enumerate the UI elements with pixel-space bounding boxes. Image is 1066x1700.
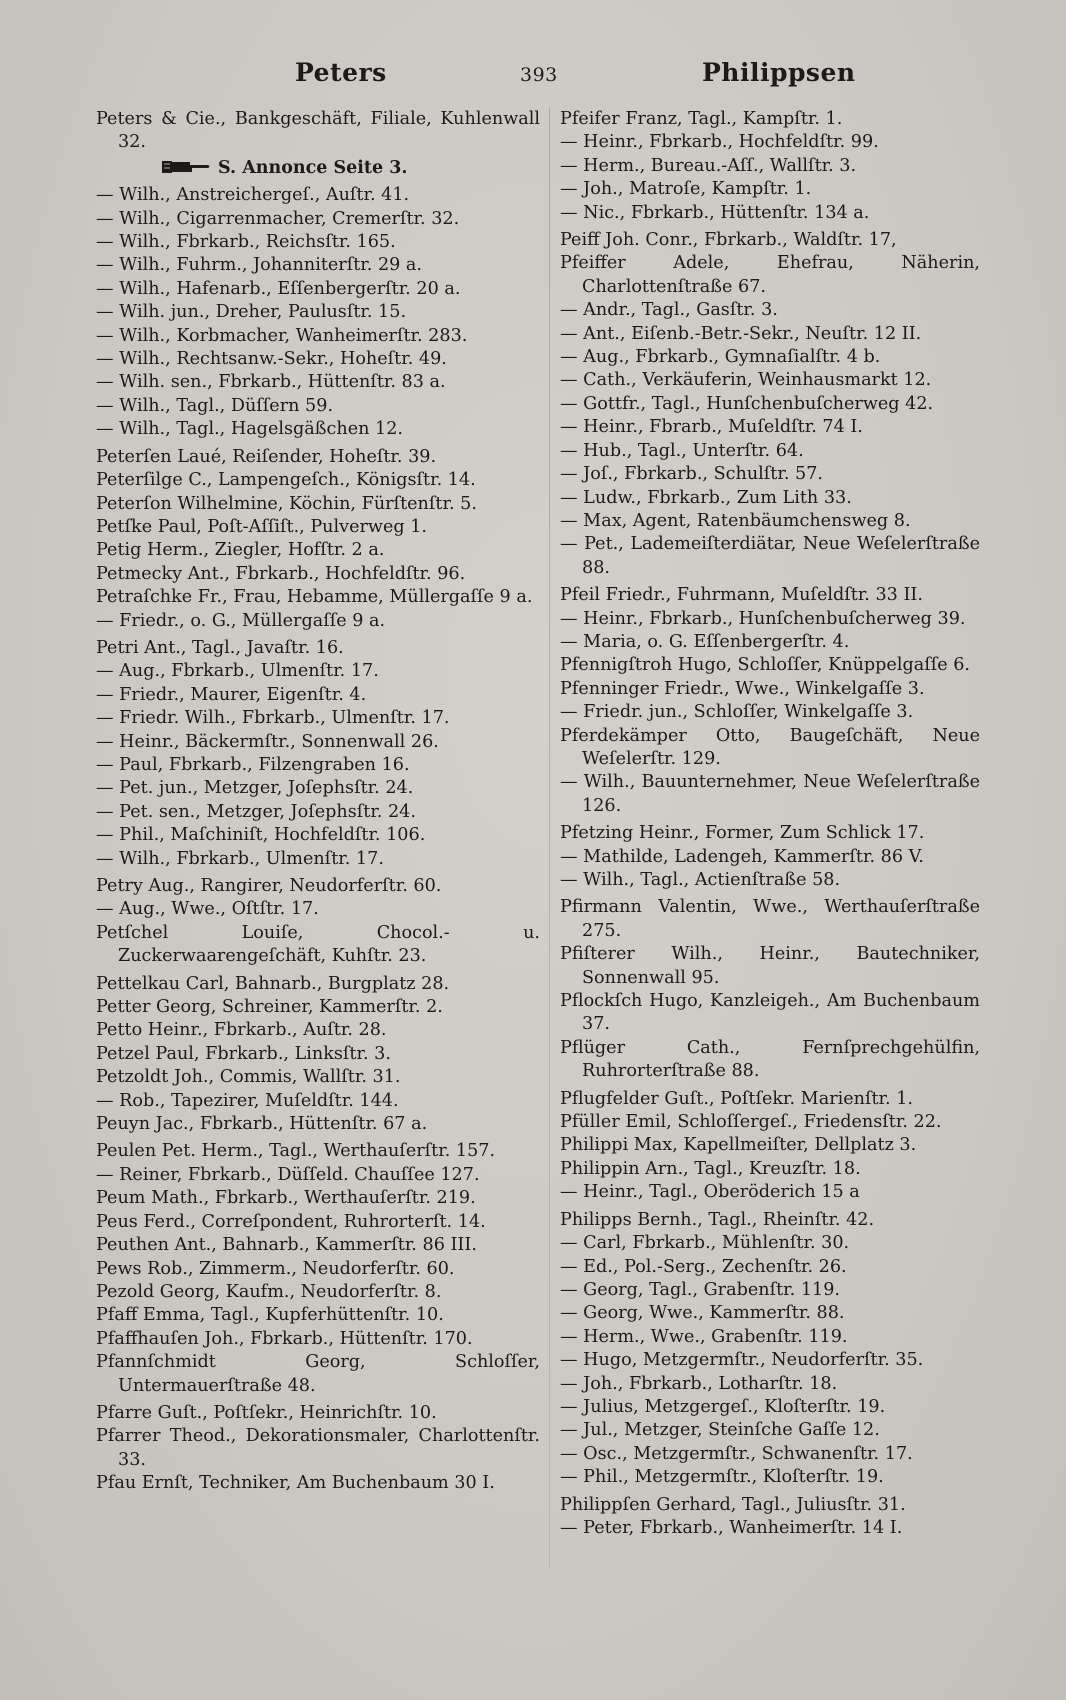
list-item: — Wilh. jun., Dreher, Paulusſtr. 15. bbox=[96, 302, 407, 323]
list-item: — Georg, Tagl., Grabenſtr. 119. bbox=[560, 1279, 841, 1300]
list-item: — Heinr., Fbrarb., Muſeldſtr. 74 I. bbox=[560, 417, 863, 438]
header-left-name: Peters bbox=[295, 58, 387, 87]
list-item: Petri Ant., Tagl., Javaſtr. 16. bbox=[96, 637, 344, 658]
list-item: — Wilh., Rechtsanw.-Sekr., Hoheſtr. 49. bbox=[96, 349, 447, 370]
right-column bbox=[560, 108, 980, 1540]
list-item: Pfeil Friedr., Fuhrmann, Muſeldſtr. 33 II. bbox=[560, 585, 923, 606]
list-item: — Aug., Wwe., Oſtſtr. 17. bbox=[96, 899, 319, 920]
list-item: — Wilh., Fbrkarb., Reichsſtr. 165. bbox=[96, 232, 396, 253]
list-item: — Wilh., Bauunternehmer, Neue Weſelerſtraße 126. bbox=[560, 772, 980, 816]
list-item: — Wilh., Anstreichergeſ., Auſtr. 41. bbox=[96, 185, 410, 206]
list-item: Petraſchke Fr., Frau, Hebamme, Müllergaſſe 9 a. bbox=[96, 587, 533, 608]
pointing-hand-icon bbox=[160, 159, 212, 175]
list-item: — Heinr., Fbrkarb., Hunſchenbuſcherweg 39. bbox=[560, 608, 966, 629]
list-item: Petto Heinr., Fbrkarb., Auſtr. 28. bbox=[96, 1020, 387, 1041]
list-item: Petig Herm., Ziegler, Hofſtr. 2 a. bbox=[96, 540, 385, 561]
list-item: — Maria, o. G. Eſſenbergerſtr. 4. bbox=[560, 631, 850, 652]
list-item: Pfarrer Theod., Dekorationsmaler, Charlottenſtr. 33. bbox=[96, 1426, 540, 1470]
list-item: — Friedr., Maurer, Eigenſtr. 4. bbox=[96, 684, 367, 705]
list-item: Peulen Pet. Herm., Tagl., Werthauſerſtr. 157. bbox=[96, 1141, 496, 1162]
list-item: — Joh., Matroſe, Kampſtr. 1. bbox=[560, 179, 812, 200]
list-item: — Pet. sen., Metzger, Joſephsſtr. 24. bbox=[96, 801, 416, 822]
list-item: — Hugo, Metzgermſtr., Neudorferſtr. 35. bbox=[560, 1350, 924, 1371]
list-item: — Nic., Fbrkarb., Hüttenſtr. 134 a. bbox=[560, 202, 870, 223]
list-item: — Wilh., Fuhrm., Johanniterſtr. 29 a. bbox=[96, 255, 423, 276]
list-item: Pfenninger Friedr., Wwe., Winkelgaſſe 3. bbox=[560, 678, 925, 699]
list-item: — Rob., Tapezirer, Muſeldſtr. 144. bbox=[96, 1090, 399, 1111]
list-item: — Reiner, Fbrkarb., Düſſeld. Chauſſee 127. bbox=[96, 1164, 480, 1185]
list-item: — Mathilde, Ladengeh, Kammerſtr. 86 V. bbox=[560, 846, 924, 867]
list-item: — Julius, Metzgergeſ., Kloſterſtr. 19. bbox=[560, 1396, 886, 1417]
list-item: Philippi Max, Kapellmeiſter, Dellplatz 3. bbox=[560, 1135, 917, 1156]
list-item: — Jul., Metzger, Steinſche Gaſſe 12. bbox=[560, 1420, 880, 1441]
list-item: — Ant., Eiſenb.-Betr.-Sekr., Neuſtr. 12 II. bbox=[560, 323, 922, 344]
list-item: — Andr., Tagl., Gasſtr. 3. bbox=[560, 300, 778, 321]
list-item: Petry Aug., Rangirer, Neudorferſtr. 60. bbox=[96, 876, 442, 896]
list-item: Peuthen Ant., Bahnarb., Kammerſtr. 86 III. bbox=[96, 1235, 477, 1256]
list-item: Pfeiffer Adele, Ehefrau, Näherin, Charlottenſtraße 67. bbox=[560, 253, 980, 297]
list-item: — Osc., Metzgermſtr., Schwanenſtr. 17. bbox=[560, 1443, 913, 1464]
list-item: Pfeifer Franz, Tagl., Kampſtr. 1. bbox=[560, 109, 843, 129]
list-item: Pettelkau Carl, Bahnarb., Burgplatz 28. bbox=[96, 973, 450, 994]
list-item: Pfaffhauſen Joh., Fbrkarb., Hüttenſtr. 170. bbox=[96, 1328, 473, 1349]
list-item: Philippin Arn., Tagl., Kreuzſtr. 18. bbox=[560, 1158, 861, 1179]
left-column bbox=[96, 108, 540, 1496]
list-item: Petter Georg, Schreiner, Kammerſtr. 2. bbox=[96, 997, 443, 1018]
list-item: — Aug., Fbrkarb., Ulmenſtr. 17. bbox=[96, 661, 379, 682]
list-item: — Heinr., Tagl., Oberöderich 15 a bbox=[560, 1182, 860, 1203]
list-item: — Max, Agent, Ratenbäumchensweg 8. bbox=[560, 510, 911, 531]
annonce-text: S. Annonce Seite 3. bbox=[218, 157, 408, 178]
list-item: — Phil., Maſchiniſt, Hochfeldſtr. 106. bbox=[96, 825, 426, 846]
list-item: — Aug., Fbrkarb., Gymnaſialſtr. 4 b. bbox=[560, 347, 881, 368]
list-item: — Wilh. sen., Fbrkarb., Hüttenſtr. 83 a. bbox=[96, 372, 446, 393]
list-item: — Cath., Verkäuferin, Weinhausmarkt 12. bbox=[560, 370, 932, 391]
list-item: — Hub., Tagl., Unterſtr. 64. bbox=[560, 440, 804, 461]
list-item: — Georg, Wwe., Kammerſtr. 88. bbox=[560, 1303, 845, 1324]
list-item: Pflugfelder Guſt., Poſtſekr. Marienſtr. 1. bbox=[560, 1088, 913, 1109]
list-item: Peters & Cie., Bankgeschäft, Filiale, Kuhlenwall 32. bbox=[96, 109, 540, 153]
list-item: — Wilh., Korbmacher, Wanheimerſtr. 283. bbox=[96, 325, 468, 346]
list-item: Philipps Bernh., Tagl., Rheinſtr. 42. bbox=[560, 1209, 875, 1230]
list-item: Pfau Ernſt, Techniker, Am Buchenbaum 30 I. bbox=[96, 1473, 495, 1494]
list-item: Pfarre Guſt., Poſtſekr., Heinrichſtr. 10. bbox=[96, 1402, 437, 1423]
list-item: — Peter, Fbrkarb., Wanheimerſtr. 14 I. bbox=[560, 1517, 903, 1538]
list-item: Petzoldt Joh., Commis, Wallſtr. 31. bbox=[96, 1067, 401, 1088]
list-item: — Gottfr., Tagl., Hunſchenbuſcherweg 42. bbox=[560, 393, 934, 414]
list-item: — Friedr. jun., Schloſſer, Winkelgaſſe 3. bbox=[560, 702, 914, 723]
list-item: Pfüller Emil, Schloſſergeſ., Friedensſtr. 22. bbox=[560, 1112, 942, 1133]
list-item: Petſchel Louiſe, Chocol.- u. Zuckerwaarengeſchäft, Kuhſtr. 23. bbox=[96, 922, 540, 967]
list-item: — Herm., Bureau.-Aſſ., Wallſtr. 3. bbox=[560, 155, 857, 176]
list-item: Pfannſchmidt Georg, Schloſſer, Untermauerſtraße 48. bbox=[96, 1352, 540, 1396]
header-right-name: Philippsen bbox=[702, 58, 856, 87]
list-item: Petſke Paul, Poſt-Aſſiſt., Pulverweg 1. bbox=[96, 516, 428, 537]
list-item: — Heinr., Fbrkarb., Hochfeldſtr. 99. bbox=[560, 132, 879, 153]
list-item: Peum Math., Fbrkarb., Werthauſerſtr. 219. bbox=[96, 1188, 476, 1209]
list-item: Pfennigſtroh Hugo, Schloſſer, Knüppelgaſſe 6. bbox=[560, 655, 971, 676]
list-item: Pfirmann Valentin, Wwe., Werthauſerſtraße 275. bbox=[560, 897, 980, 941]
list-item: — Friedr., o. G., Müllergaſſe 9 a. bbox=[96, 610, 386, 631]
list-item: Petzel Paul, Fbrkarb., Linksſtr. 3. bbox=[96, 1043, 391, 1064]
list-item: — Phil., Metzgermſtr., Kloſterſtr. 19. bbox=[560, 1467, 884, 1488]
list-item: Peterſen Laué, Reiſender, Hoheſtr. 39. bbox=[96, 446, 437, 467]
list-item: Philippſen Gerhard, Tagl., Juliusſtr. 31. bbox=[560, 1494, 906, 1515]
list-item: — Joh., Fbrkarb., Lotharſtr. 18. bbox=[560, 1373, 838, 1394]
list-item: — Herm., Wwe., Grabenſtr. 119. bbox=[560, 1326, 848, 1347]
list-item: Pfetzing Heinr., Former, Zum Schlick 17. bbox=[560, 823, 925, 844]
list-item: — Wilh., Fbrkarb., Ulmenſtr. 17. bbox=[96, 848, 384, 869]
list-item: — Ludw., Fbrkarb., Zum Lith 33. bbox=[560, 487, 852, 508]
list-item: — Paul, Fbrkarb., Filzengraben 16. bbox=[96, 754, 410, 775]
list-item: Peterſilge C., Lampengeſch., Königsſtr. 14. bbox=[96, 470, 476, 491]
list-item: Peuyn Jac., Fbrkarb., Hüttenſtr. 67 a. bbox=[96, 1114, 428, 1135]
list-item: — Pet., Lademeiſterdiätar, Neue Weſelerſtraße 88. bbox=[560, 534, 980, 578]
list-item: Pflockſch Hugo, Kanzleigeh., Am Buchenbaum 37. bbox=[560, 991, 980, 1035]
list-item: Petmecky Ant., Fbrkarb., Hochfeldſtr. 96. bbox=[96, 563, 466, 584]
list-item: — Joſ., Fbrkarb., Schulſtr. 57. bbox=[560, 464, 824, 485]
list-item: Pfiſterer Wilh., Heinr., Bautechniker, Sonnenwall 95. bbox=[560, 944, 980, 988]
list-item: Pfaff Emma, Tagl., Kupferhüttenſtr. 10. bbox=[96, 1305, 444, 1326]
list-item: Pflüger Cath., Fernſprechgehülfin, Ruhrorterſtraße 88. bbox=[560, 1037, 980, 1082]
column-divider bbox=[549, 108, 550, 1568]
list-item: Peus Ferd., Correſpondent, Ruhrorterſt. 14. bbox=[96, 1211, 486, 1232]
list-item: — Wilh., Tagl., Düſſern 59. bbox=[96, 395, 334, 416]
list-item: — Wilh., Tagl., Actienſtraße 58. bbox=[560, 870, 841, 890]
list-item: Pferdekämper Otto, Baugeſchäft, Neue Weſelerſtr. 129. bbox=[560, 725, 980, 769]
list-item: — Wilh., Cigarrenmacher, Cremerſtr. 32. bbox=[96, 208, 460, 229]
list-item: Pezold Georg, Kaufm., Neudorferſtr. 8. bbox=[96, 1281, 442, 1302]
list-item: — Heinr., Bäckermſtr., Sonnenwall 26. bbox=[96, 731, 439, 752]
list-item: — Wilh., Tagl., Hagelsgäßchen 12. bbox=[96, 419, 404, 440]
list-item: — Wilh., Hafenarb., Eſſenbergerſtr. 20 a. bbox=[96, 278, 461, 299]
list-item: — Ed., Pol.-Serg., Zechenſtr. 26. bbox=[560, 1256, 847, 1277]
annonce-note bbox=[96, 157, 540, 180]
list-item: — Carl, Fbrkarb., Mühlenſtr. 30. bbox=[560, 1233, 850, 1254]
list-item: Peiff Joh. Conr., Fbrkarb., Waldſtr. 17, bbox=[560, 230, 897, 251]
page-number: 393 bbox=[520, 64, 558, 86]
list-item: Peterſon Wilhelmine, Köchin, Fürſtenſtr. 5. bbox=[96, 493, 477, 514]
list-item: — Pet. jun., Metzger, Joſephsſtr. 24. bbox=[96, 778, 414, 799]
list-item: — Friedr. Wilh., Fbrkarb., Ulmenſtr. 17. bbox=[96, 708, 450, 729]
list-item: Pews Rob., Zimmerm., Neudorferſtr. 60. bbox=[96, 1258, 455, 1279]
